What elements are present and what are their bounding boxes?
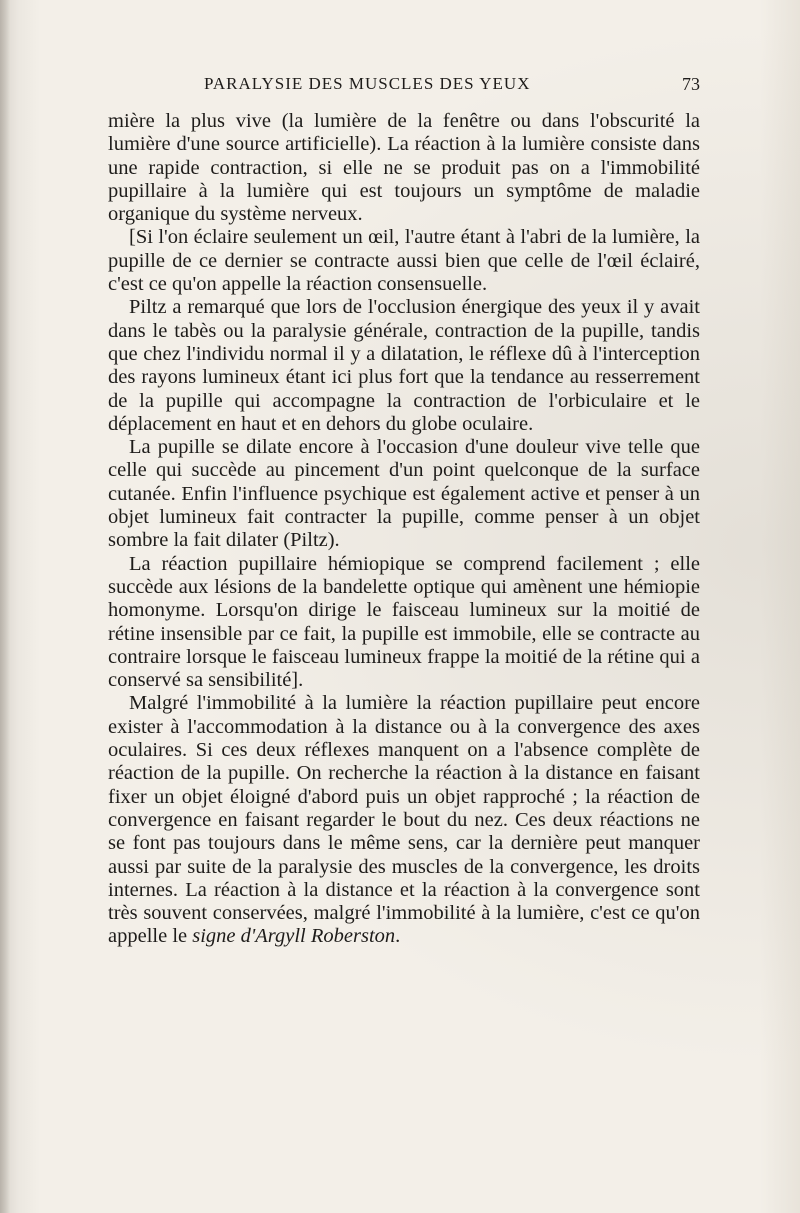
page-header <box>108 72 700 102</box>
body-text <box>108 110 700 949</box>
paragraph-text: Malgré l'immobilité à la lumière la réaction pupillaire peut encore exister à l'accommodation à la distance ou à la convergence des axes oculaires. Si ces deux réflexes manquent on a l'absence complète de réaction de la pupille. On recherche la réaction à la distance en faisant fixer un objet éloigné d'abord puis un objet rapproché ; la réaction de convergence en faisant regarder le bout du nez. Ces deux réactions ne se font pas toujours dans le même sens, car la dernière peut manquer aussi par suite de la paralysie des muscles de la convergence, les droits internes. La réaction à la distance et la réaction à la convergence sont très souvent conservées, malgré l'immobilité à la lumière, c'est ce qu'on appelle le <box>108 692 700 948</box>
final-period: . <box>395 925 401 948</box>
paragraph: La réaction pupillaire hémiopique se comprend facilement ; elle succède aux lésions de la bandelette optique qui amènent une hémiopie homonyme. Lorsqu'on dirige le faisceau lumineux sur la moitié de rétine insensible par ce fait, la pupille est immobile, elle se contracte au contraire lorsque le faisceau lumineux frappe la moitié de la rétine qui a conservé sa sensibilité]. <box>108 552 700 692</box>
signature-term: signe d'Argyll Roberston <box>192 925 396 948</box>
paragraph: [Si l'on éclaire seulement un œil, l'autre étant à l'abri de la lumière, la pupille de ce dernier se contracte aussi bien que celle de l'œil éclairé, c'est ce qu'on appelle la réaction consensuelle. <box>108 226 700 296</box>
paragraph: Piltz a remarqué que lors de l'occlusion énergique des yeux il y avait dans le tabès ou la paralysie générale, contraction de la pupille, tandis que chez l'individu normal il y a dilatation, le réflexe dû à l'interception des rayons lumineux étant ici plus fort que la tendance au resserrement de la pupille qui accompagne la contraction de l'orbiculaire et le déplacement en haut et en dehors du globe oculaire. <box>108 296 700 435</box>
running-title: PARALYSIE DES MUSCLES DES YEUX <box>204 74 531 93</box>
paragraph: mière la plus vive (la lumière de la fenêtre ou dans l'obscurité la lumière d'une source artificielle). La réaction à la lumière consiste dans une rapide contraction, si elle ne se produit pas on a l'immobilité pupillaire à la lumière qui est toujours un symptôme de maladie organique du système nerveux. <box>108 110 700 226</box>
page-binding-shadow <box>0 0 10 1213</box>
paragraph-last <box>108 692 700 948</box>
page-number: 73 <box>682 74 700 94</box>
paragraph: La pupille se dilate encore à l'occasion d'une douleur vive telle que celle qui succède au pincement d'un point quelconque de la surface cutanée. Enfin l'influence psychique est également active et penser à un objet lumineux fait contracter la pupille, comme penser à un objet sombre la fait dilater (Piltz). <box>108 436 700 552</box>
